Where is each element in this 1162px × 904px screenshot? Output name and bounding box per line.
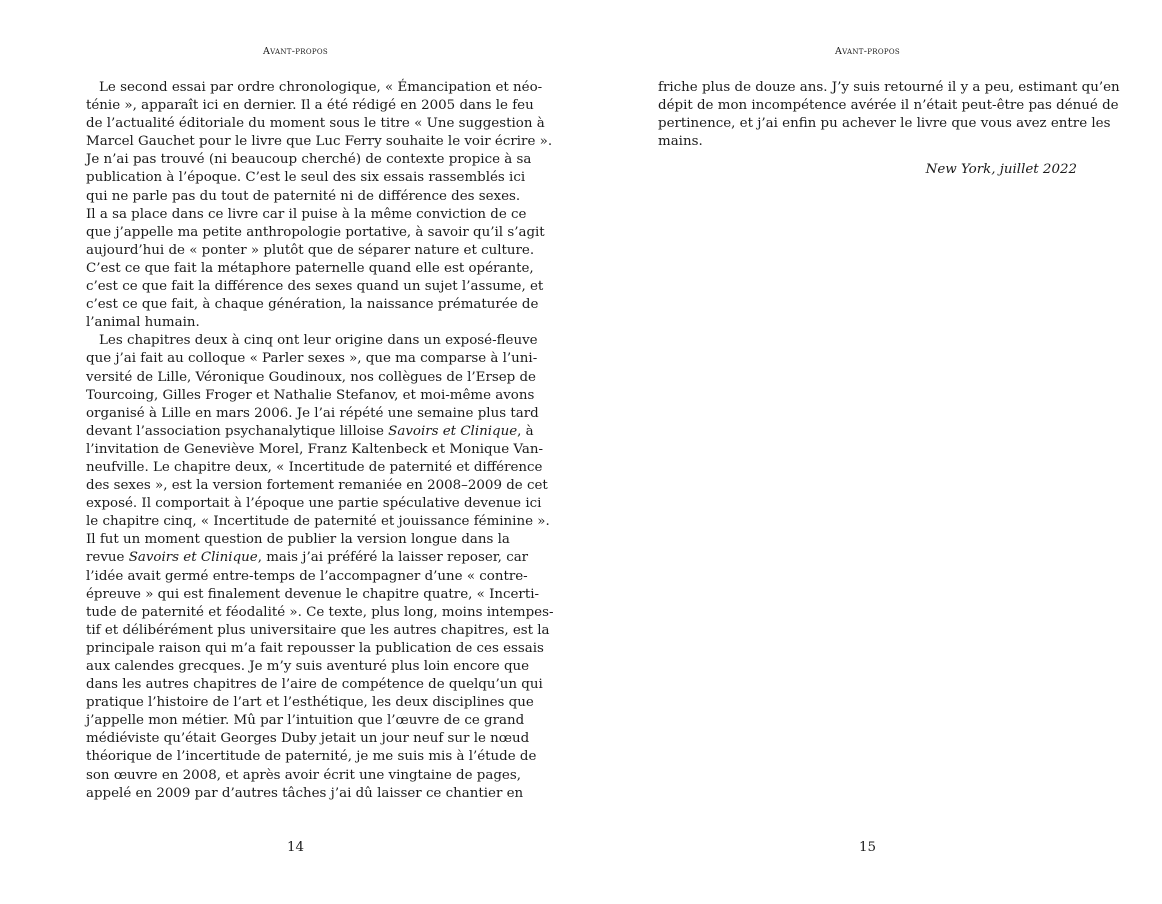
text-line	[86, 604, 554, 622]
line-text: pratique l’histoire de l’art et l’esthétique, les deux disciplines que	[86, 695, 534, 711]
text-line	[86, 115, 545, 133]
line-text: j’appelle mon métier. Mû par l’intuition que l’œuvre de ce grand	[86, 713, 525, 729]
text-line	[86, 586, 540, 604]
line-text: Les chapitres deux à cinq ont leur origine dans un exposé-fleuve	[99, 333, 538, 349]
text-line	[86, 296, 539, 314]
line-text: Il a sa place dans ce livre car il puise à la même conviction de ce	[86, 206, 527, 222]
page-number: 15	[858, 840, 877, 855]
text-line	[86, 694, 534, 712]
right-page	[658, 0, 1120, 904]
text-line	[86, 387, 535, 405]
text-line	[86, 748, 537, 766]
line-text: Il fut un moment question de publier la version longue dans la	[86, 532, 510, 548]
text-line	[86, 459, 543, 477]
text-line	[86, 712, 525, 730]
line-text: revue	[86, 550, 129, 566]
line-text: épreuve » qui est finalement devenue le chapitre quatre, « Incerti-	[86, 586, 540, 602]
line-text: mains.	[658, 134, 703, 150]
text-line	[86, 188, 521, 206]
text-line	[658, 115, 1111, 133]
line-text: que j’ai fait au colloque « Parler sexes », que ma comparse à l’uni-	[86, 351, 538, 367]
text-line	[86, 350, 538, 368]
signature-place-date: New York, juillet 2022	[925, 162, 1077, 178]
line-text: versité de Lille, Véronique Goudinoux, nos collègues de l’Ersep de	[86, 369, 536, 385]
italic-title: Savoirs et Clinique	[128, 550, 258, 566]
line-text: tif et délibérément plus universitaire que les autres chapitres, est la	[86, 622, 550, 638]
text-line	[86, 169, 526, 187]
text-line	[86, 767, 521, 785]
text-line	[86, 97, 534, 115]
text-line	[86, 369, 536, 387]
line-text: ténie », apparaît ici en dernier. Il a été rédigé en 2005 dans le feu	[86, 98, 534, 114]
text-line	[86, 133, 553, 151]
line-text: son œuvre en 2008, et après avoir écrit une vingtaine de pages,	[86, 767, 521, 783]
line-text: c’est ce que fait la différence des sexes quand un sujet l’assume, et	[86, 279, 544, 295]
text-line	[86, 206, 527, 224]
line-text: de l’actualité éditoriale du moment sous le titre « Une suggestion à	[86, 116, 545, 132]
line-text: Marcel Gauchet pour le livre que Luc Ferry souhaite le voir écrire ».	[86, 134, 553, 150]
line-text: que j’appelle ma petite anthropologie portative, à savoir qu’il s’agit	[86, 224, 545, 240]
text-line	[86, 785, 524, 803]
line-text: Tourcoing, Gilles Froger et Nathalie Stefanov, et moi-même avons	[86, 387, 535, 403]
text-line	[86, 405, 539, 423]
text-line	[86, 224, 545, 242]
text-line	[86, 549, 529, 567]
line-text: aujourd’hui de « ponter » plutôt que de séparer nature et culture.	[86, 242, 535, 258]
text-line	[658, 133, 1077, 151]
text-line	[86, 622, 550, 640]
running-head: Avant-propos	[262, 46, 329, 57]
text-line	[86, 676, 543, 694]
body-text	[86, 79, 554, 803]
line-text: tude de paternité et féodalité ». Ce texte, plus long, moins intempes-	[86, 604, 554, 620]
left-page	[86, 0, 554, 904]
italic-title: Savoirs et Clinique	[388, 423, 518, 439]
text-line	[86, 278, 544, 296]
line-text: l’animal humain.	[86, 315, 200, 331]
line-text: , mais j’ai préféré la laisser reposer, car	[257, 550, 529, 566]
text-line	[86, 568, 528, 586]
body-text	[658, 79, 1120, 179]
text-line	[86, 495, 542, 513]
text-line	[86, 260, 534, 278]
line-text: Le second essai par ordre chronologique, « Émancipation et néo-	[99, 80, 543, 95]
text-line	[86, 513, 550, 531]
line-text: friche plus de douze ans. J’y suis retourné il y a peu, estimant qu’en	[658, 80, 1120, 95]
text-line	[86, 79, 543, 97]
line-text: devant l’association psychanalytique lilloise	[86, 423, 389, 439]
text-line	[86, 314, 505, 332]
line-text: neufville. Le chapitre deux, « Incertitude de paternité et différence	[86, 459, 543, 475]
line-text: des sexes », est la version fortement remaniée en 2008–2009 de cet	[86, 478, 548, 494]
line-text: organisé à Lille en mars 2006. Je l’ai répété une semaine plus tard	[86, 405, 539, 421]
line-text: dépit de mon incompétence avérée il n’était peut-être pas dénué de	[658, 98, 1119, 114]
text-line	[658, 97, 1119, 115]
line-text: médiéviste qu’était Georges Duby jetait un jour neuf sur le nœud	[86, 731, 530, 747]
text-line	[86, 441, 543, 459]
text-line	[86, 423, 534, 441]
line-text: Je n’ai pas trouvé (ni beaucoup cherché) de contexte propice à sa	[86, 152, 532, 168]
line-text: pertinence, et j’ai enfin pu achever le livre que vous avez entre les	[658, 116, 1111, 132]
text-line	[658, 79, 1120, 97]
line-text: principale raison qui m’a fait repousser la publication de ces essais	[86, 640, 544, 656]
text-line	[86, 640, 544, 658]
text-line	[86, 531, 510, 549]
line-text: dans les autres chapitres de l’aire de compétence de quelqu’un qui	[86, 677, 543, 693]
running-head: Avant-propos	[834, 46, 901, 57]
text-line	[86, 658, 530, 676]
line-text: aux calendes grecques. Je m’y suis aventuré plus loin encore que	[86, 659, 530, 674]
text-line	[86, 151, 532, 169]
text-line	[86, 730, 530, 748]
line-text: l’invitation de Geneviève Morel, Franz Kaltenbeck et Monique Van-	[86, 441, 543, 457]
line-text: publication à l’époque. C’est le seul des six essais rassemblés ici	[86, 170, 526, 186]
line-text: , à	[517, 423, 534, 439]
line-text: c’est ce que fait, à chaque génération, la naissance prématurée de	[86, 297, 539, 313]
line-text: le chapitre cinq, « Incertitude de paternité et jouissance féminine ».	[86, 514, 550, 530]
text-line	[86, 242, 535, 260]
line-text: exposé. Il comportait à l’époque une partie spéculative devenue ici	[86, 496, 542, 512]
line-text: C’est ce que fait la métaphore paternelle quand elle est opérante,	[86, 260, 534, 276]
page-number: 14	[286, 840, 305, 855]
line-text: théorique de l’incertitude de paternité, je me suis mis à l’étude de	[86, 749, 537, 765]
line-text: appelé en 2009 par d’autres tâches j’ai dû laisser ce chantier en	[86, 785, 524, 801]
text-line	[86, 332, 538, 350]
line-text: qui ne parle pas du tout de paternité ni de différence des sexes.	[86, 188, 521, 204]
text-line	[86, 477, 548, 495]
line-text: l’idée avait germé entre-temps de l’accompagner d’une « contre-	[86, 568, 528, 584]
